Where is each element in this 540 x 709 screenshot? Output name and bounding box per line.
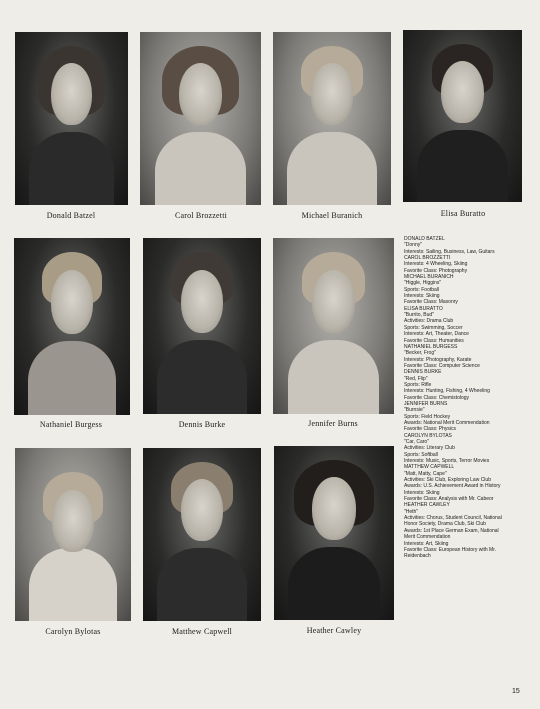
bio-line: DONALD BATZEL bbox=[404, 236, 445, 242]
bio-line: Interests: Sailing, Business, Law, Guitars bbox=[404, 248, 495, 255]
bio-line: Favorite Class: Photography bbox=[404, 267, 468, 274]
portrait-photo bbox=[14, 238, 130, 415]
bio-line: CAROLYN BYLOTAS bbox=[404, 432, 452, 439]
bio-line: Interests: Skiing bbox=[404, 293, 440, 300]
bio-line: Activities: Drama Club bbox=[404, 318, 454, 325]
bio-line: Favorite Class: Masonry bbox=[404, 299, 458, 306]
bio-line: Interests: 4 Wheeling, Skiing bbox=[404, 261, 468, 268]
bio-line: Merit Commendation bbox=[404, 534, 451, 541]
bio-line: HEATHER CAWLEY bbox=[404, 502, 450, 509]
portrait-photo bbox=[15, 32, 128, 205]
bio-line: Favorite Class: Humanities bbox=[404, 337, 464, 344]
bio-line: Interests: Hunting, Fishing, 4 Wheeling bbox=[404, 388, 490, 395]
bio-line: Favorite Class: Computer Science bbox=[404, 362, 480, 369]
portrait-photo bbox=[143, 448, 261, 621]
bio-line: "Higgle, Higgins" bbox=[404, 280, 442, 287]
bio-line: "Car, Caro" bbox=[404, 439, 429, 445]
bio-line: "Burrito, Bud" bbox=[404, 312, 434, 319]
bio-line: Interests: Art, Theater, Dance bbox=[404, 331, 469, 338]
bio-line: "Red, Flip" bbox=[404, 375, 428, 382]
bio-line: ELISA BURATTO bbox=[404, 305, 443, 312]
bio-line: NATHANIEL BURGESS bbox=[404, 343, 458, 350]
bio-line: Reidenbach bbox=[404, 553, 431, 560]
bio-line: Favorite Class: European History with Mr. bbox=[404, 546, 496, 553]
bio-line: Favorite Class: Chemistology bbox=[404, 394, 470, 401]
portrait-photo bbox=[403, 30, 522, 202]
student-bio-list bbox=[404, 236, 532, 560]
bio-line: CAROL BROZZETTI bbox=[404, 255, 451, 262]
bio-line: Favorite Class: Physics bbox=[404, 426, 456, 433]
portrait-photo bbox=[273, 32, 391, 205]
bio-line: MATTHEW CAPWELL bbox=[404, 464, 455, 471]
page-number: 15 bbox=[512, 688, 520, 695]
bio-line: Activities: Literary Club bbox=[404, 445, 455, 452]
bio-line: "Heth" bbox=[404, 508, 419, 515]
bio-line: Awards: U.S. Achievement Award in History bbox=[404, 483, 501, 490]
student-name: Carol Brozzetti bbox=[174, 211, 228, 220]
bio-line: Favorite Class: Analysis with Mr. Cabeor bbox=[404, 496, 494, 503]
student-name: Elisa Buratto bbox=[440, 209, 486, 218]
bio-line: Sports: Field Hockey bbox=[404, 413, 451, 420]
bio-line: "Burnsie" bbox=[404, 407, 425, 414]
portrait-photo bbox=[140, 32, 261, 205]
bio-line: Honor Society, Drama Club, Ski Club bbox=[404, 521, 486, 528]
student-name: Michael Buranich bbox=[301, 211, 363, 220]
portrait-photo bbox=[143, 238, 261, 414]
bio-line: Interests: Art, Skiing bbox=[404, 540, 449, 547]
portrait-photo bbox=[273, 238, 394, 414]
bio-line: Activities: Chorus, Student Council, National bbox=[404, 515, 502, 522]
bio-line: "Matt, Matty, Cape" bbox=[404, 470, 447, 477]
student-name: Carolyn Bylotas bbox=[45, 627, 101, 636]
portrait-photo bbox=[15, 448, 131, 621]
bio-line: Awards: 1st Place German Exam, National bbox=[404, 527, 499, 534]
bio-line: Awards: National Merit Commendation bbox=[404, 419, 490, 426]
bio-line: Sports: Football bbox=[404, 286, 440, 293]
bio-line: Sports: Swimming, Soccer bbox=[404, 324, 463, 331]
student-name: Dennis Burke bbox=[178, 420, 226, 429]
student-name: Matthew Capwell bbox=[171, 627, 233, 636]
bio-line: DENNIS BURKE bbox=[404, 369, 442, 376]
student-name: Nathaniel Burgess bbox=[39, 420, 103, 429]
bio-line: "Becker, Frog" bbox=[404, 350, 436, 357]
bio-line: "Donny" bbox=[404, 242, 423, 249]
bio-line: Interests: Skiing bbox=[404, 489, 440, 496]
student-name: Heather Cawley bbox=[306, 626, 362, 635]
bio-line: MICHAEL BURANICH bbox=[404, 274, 454, 281]
student-name: Donald Batzel bbox=[46, 211, 96, 220]
student-name: Jennifer Burns bbox=[308, 419, 358, 428]
bio-line: Sports: Softball bbox=[404, 451, 438, 458]
bio-line: Interests: Music, Sports, Terror Movies bbox=[404, 458, 490, 465]
bio-line: Interests: Photography, Karate bbox=[404, 356, 472, 363]
bio-line: Sports: Rifle bbox=[404, 381, 432, 388]
bio-line: Activities: Ski Club, Exploring Law Club bbox=[404, 477, 491, 484]
bio-line: JENNIFER BURNS bbox=[404, 400, 448, 407]
portrait-photo bbox=[274, 446, 394, 620]
